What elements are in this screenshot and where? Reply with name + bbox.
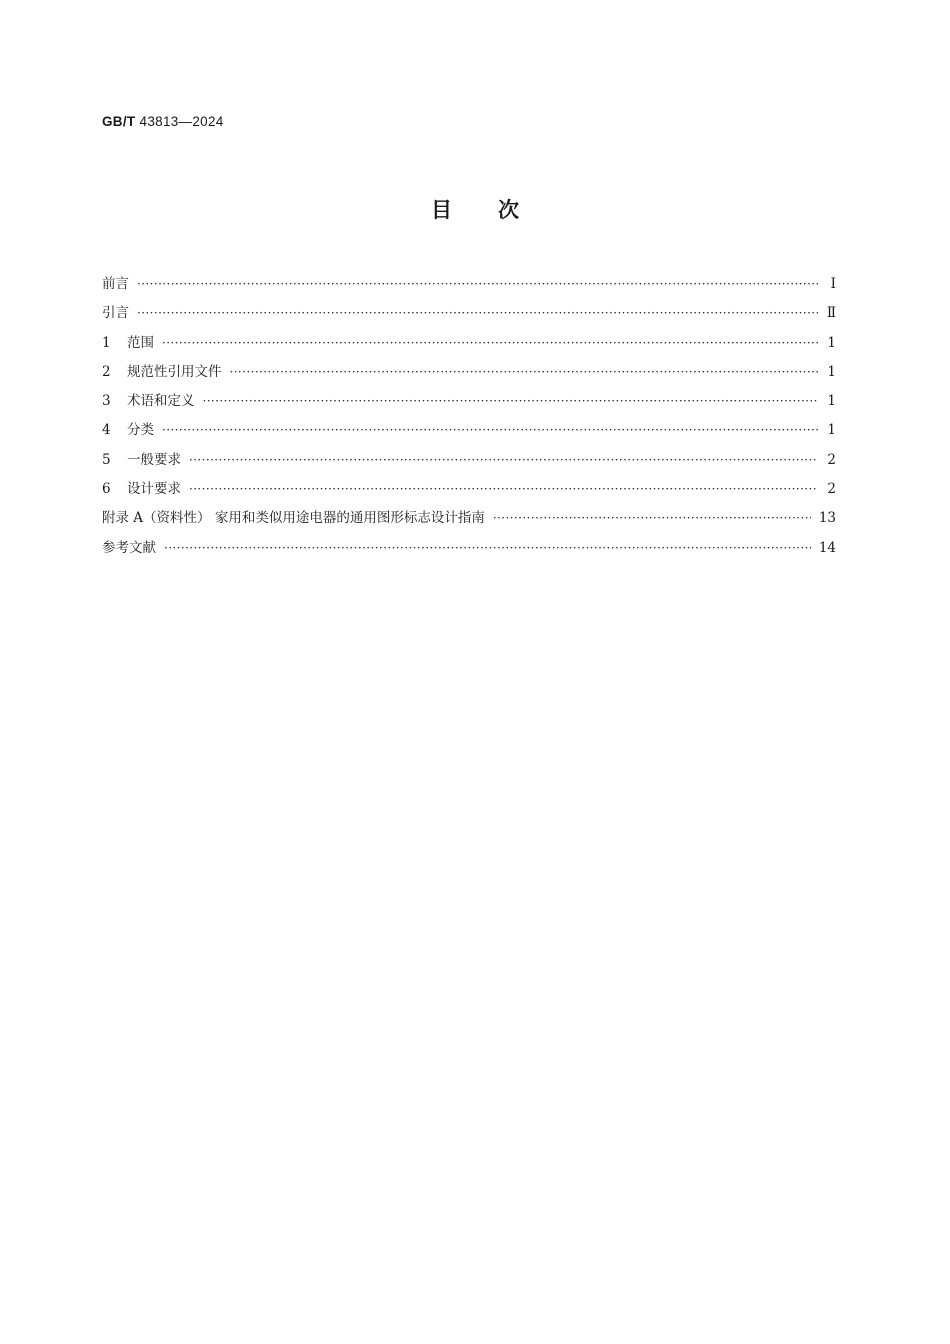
dot-leader bbox=[189, 479, 818, 499]
dot-leader bbox=[493, 508, 811, 528]
standard-number: 43813—2024 bbox=[139, 114, 224, 129]
toc-entry-introduction[interactable] bbox=[102, 303, 836, 332]
toc-page-number: 1 bbox=[827, 393, 836, 410]
toc-entry-label: 引言 bbox=[102, 305, 129, 322]
toc-entry-annex-a[interactable] bbox=[102, 508, 836, 537]
toc-entry-terms-definitions[interactable] bbox=[102, 391, 836, 420]
toc-entry-label: 范围 bbox=[127, 334, 154, 351]
dot-leader bbox=[137, 274, 818, 294]
toc-entry-foreword[interactable] bbox=[102, 274, 836, 303]
toc-entry-general-requirements[interactable] bbox=[102, 450, 836, 479]
page-title bbox=[0, 194, 950, 224]
toc-entry-bibliography[interactable] bbox=[102, 538, 836, 567]
toc-page-number: Ⅱ bbox=[826, 305, 836, 322]
toc-entry-label: 规范性引用文件 bbox=[127, 363, 222, 380]
toc-entry-label: 附录 A（资料性） 家用和类似用途电器的通用图形标志设计指南 bbox=[102, 510, 485, 527]
toc-entry-label: 设计要求 bbox=[127, 481, 181, 498]
toc-entry-number: 2 bbox=[102, 363, 111, 380]
dot-leader bbox=[162, 333, 818, 353]
toc-page-number: Ⅰ bbox=[830, 276, 836, 292]
document-code bbox=[102, 114, 224, 129]
toc-page-number: 2 bbox=[827, 451, 836, 468]
title-char-1: 目 bbox=[431, 198, 452, 222]
toc-page-number: 1 bbox=[827, 334, 836, 351]
toc-entry-design-requirements[interactable] bbox=[102, 479, 836, 508]
toc-page-number: 14 bbox=[818, 539, 836, 556]
toc-page-number: 2 bbox=[827, 481, 836, 498]
toc-entry-number: 3 bbox=[102, 393, 111, 410]
toc-entry-label: 术语和定义 bbox=[127, 393, 195, 410]
toc-page-number: 1 bbox=[827, 422, 836, 439]
toc-entry-classification[interactable] bbox=[102, 420, 836, 449]
toc-entry-label: 参考文献 bbox=[102, 539, 156, 556]
standard-prefix: GB/T bbox=[102, 114, 136, 129]
dot-leader bbox=[162, 420, 818, 440]
dot-leader bbox=[230, 362, 819, 382]
toc-entry-label: 一般要求 bbox=[127, 451, 181, 468]
toc-entry-number: 6 bbox=[102, 481, 111, 498]
toc-entry-label: 分类 bbox=[127, 422, 154, 439]
toc-entry-number: 4 bbox=[102, 422, 111, 439]
toc-entry-number: 5 bbox=[102, 451, 111, 468]
dot-leader bbox=[203, 391, 819, 411]
table-of-contents bbox=[102, 274, 836, 567]
toc-entry-number: 1 bbox=[102, 334, 111, 351]
dot-leader bbox=[189, 450, 818, 470]
toc-entry-normative-references[interactable] bbox=[102, 362, 836, 391]
toc-page-number: 13 bbox=[818, 510, 836, 527]
title-char-2: 次 bbox=[498, 198, 519, 222]
dot-leader bbox=[164, 538, 811, 558]
toc-entry-scope[interactable] bbox=[102, 333, 836, 362]
toc-page-number: 1 bbox=[827, 363, 836, 380]
toc-entry-label: 前言 bbox=[102, 276, 129, 292]
dot-leader bbox=[137, 303, 818, 323]
